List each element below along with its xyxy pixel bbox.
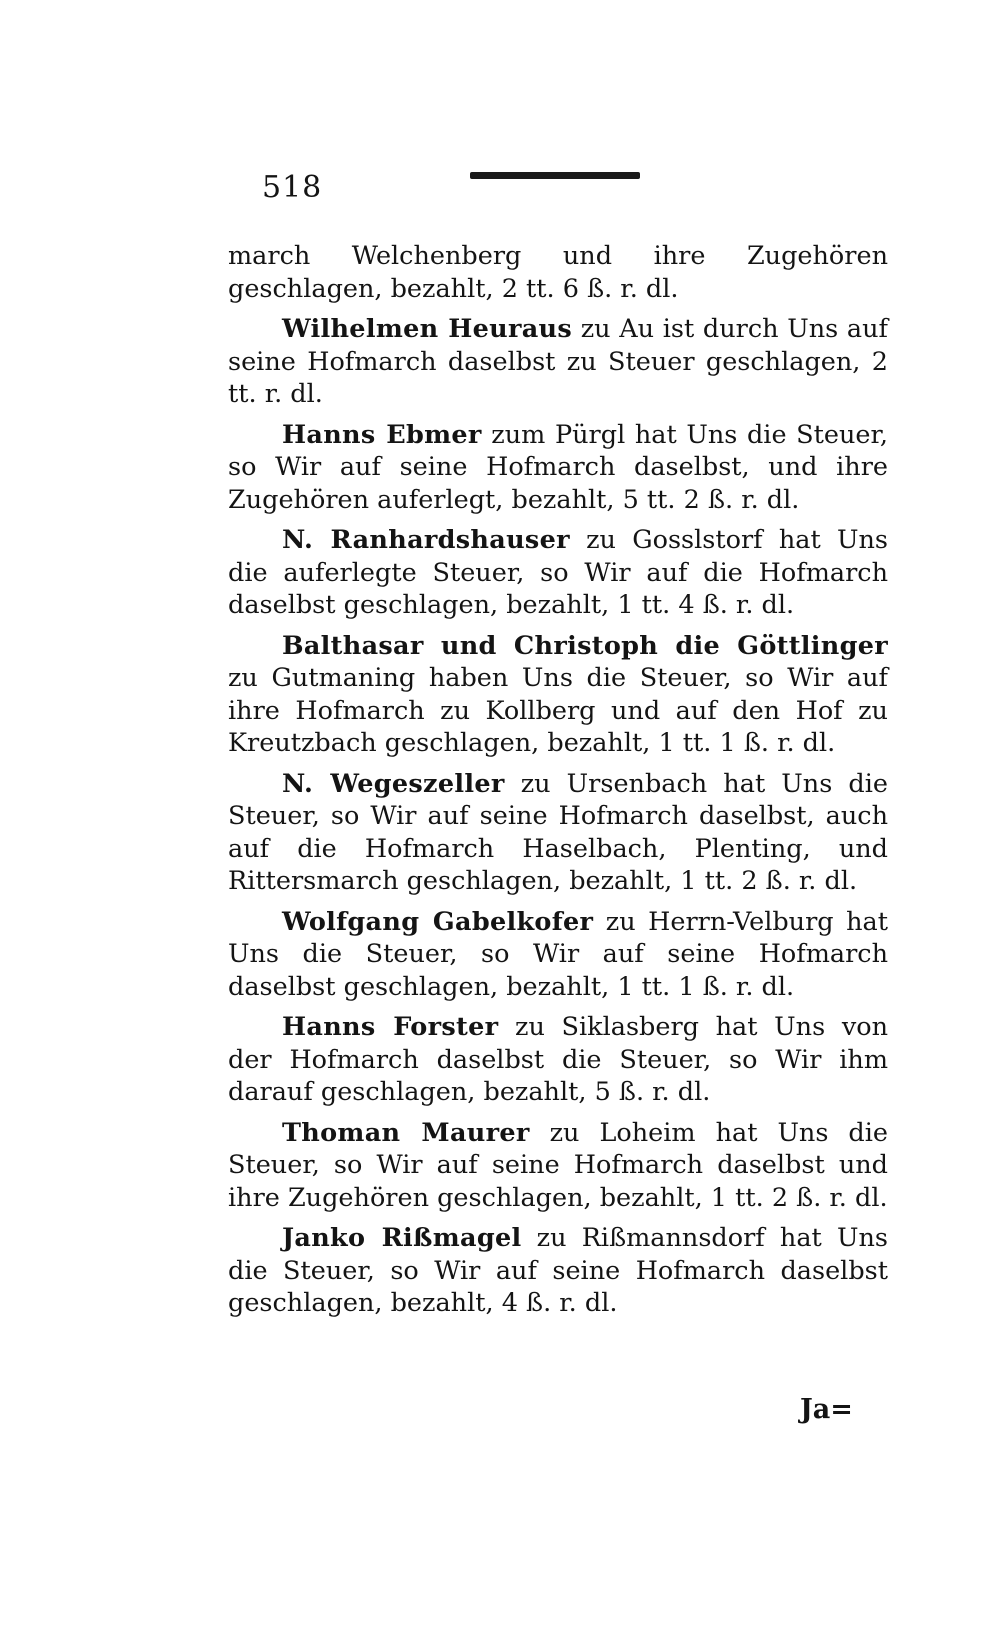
entry [228,313,888,411]
entry-text: zu Herrn-Velburg hat Uns die Steuer, so Wir auf seine Hofmarch daselbst geschlagen, bezahlt, 1 tt. 1 ß. r. dl. [228,906,888,1002]
entry-text: zu Au ist durch Uns auf seine Hofmarch daselbst zu Steuer geschlagen, 2 tt. r. dl. [228,314,888,409]
entry-name: Balthasar und Christoph die Göttlinger [282,630,888,661]
entry-text: zu Rißmannsdorf hat Uns die Steuer, so Wir auf seine Hofmarch daselbst geschlagen, bezahlt, 4 ß. r. dl. [228,1223,888,1318]
entry [228,906,888,1004]
text-body [228,240,888,1328]
entry [228,768,888,898]
entry-name: Hanns Ebmer [282,419,482,450]
header-rule [470,172,640,179]
entry-name: Wilhelmen Heuraus [282,314,573,344]
entry [228,524,888,622]
entry-continuation [228,240,888,305]
entry-text: zu Gosslstorf hat Uns die auferlegte Steuer, so Wir auf die Hofmarch daselbst geschlagen, bezahlt, 1 tt. 4 ß. r. dl. [228,525,888,620]
entry-text: zu Gutmaning haben Uns die Steuer, so Wir auf ihre Hofmarch zu Kollberg und auf den Hof zu Kreutzbach geschlagen, bezahlt, 1 tt. 1 ß. r. dl. [228,663,888,758]
entry-text: zu Ursenbach hat Uns die Steuer, so Wir auf seine Hofmarch daselbst, auch auf die Hofmarch Haselbach, Plenting, und Rittersmarch geschlagen, bezahlt, 1 tt. 2 ß. r. dl. [228,768,888,896]
entry-text: zu Siklasberg hat Uns von der Hofmarch daselbst die Steuer, so Wir ihm darauf geschlagen, bezahlt, 5 ß. r. dl. [228,1012,889,1107]
entry-name: Thoman Maurer [282,1117,530,1148]
entry [228,419,888,517]
entry [228,1117,888,1215]
page-number: 518 [262,170,323,205]
catchword: Ja= [800,1394,853,1425]
entry [228,1011,888,1109]
entry-name: Janko Rißmagel [282,1223,522,1253]
entry-name: Wolfgang Gabelkofer [282,906,594,937]
entry-text: march Welchenberg und ihre Zugehören geschlagen, bezahlt, 2 tt. 6 ß. r. dl. [228,241,888,304]
entry-text: zum Pürgl hat Uns die Steuer, so Wir auf seine Hofmarch daselbst, und ihre Zugehören auferlegt, bezahlt, 5 tt. 2 ß. r. dl. [228,419,888,515]
entry-name: N. Wegeszeller [282,768,505,799]
entry-name: Hanns Forster [282,1012,499,1042]
entry-name: N. Ranhardshauser [282,525,570,555]
entry-text: zu Loheim hat Uns die Steuer, so Wir auf seine Hofmarch daselbst und ihre Zugehören geschlagen, bezahlt, 1 tt. 2 ß. r. dl. [228,1117,889,1213]
entry [228,630,888,760]
entry [228,1222,888,1320]
